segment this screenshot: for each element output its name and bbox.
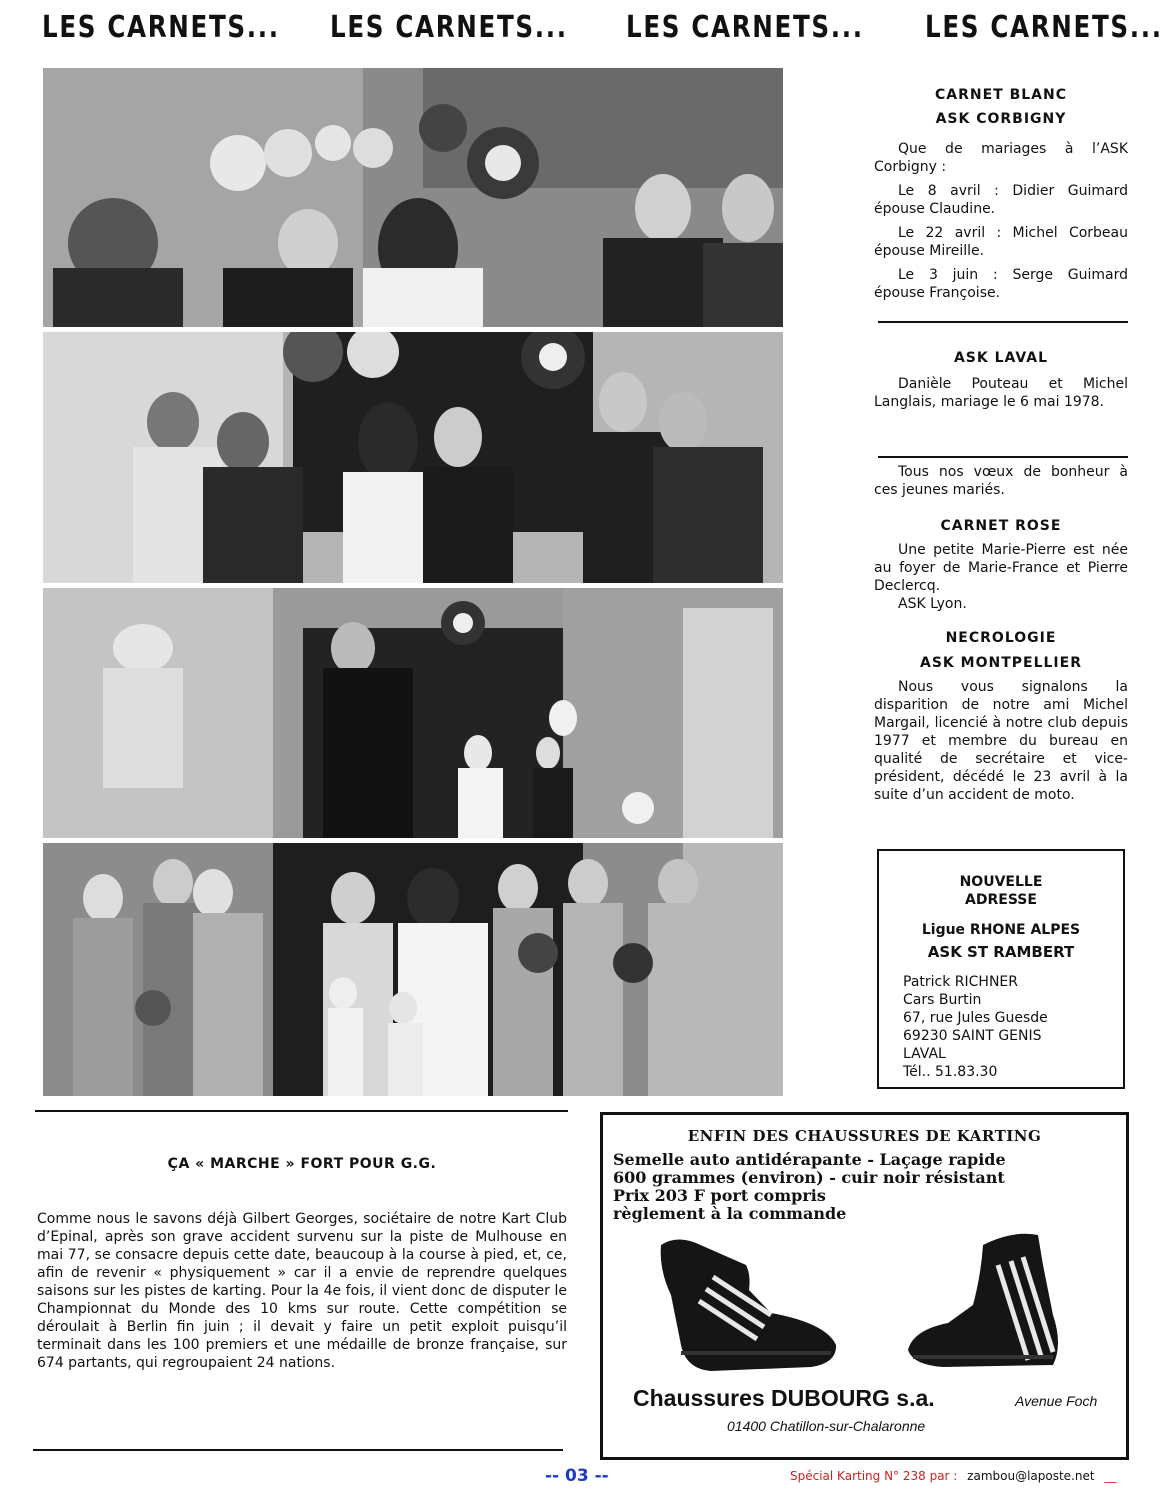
wedding-photo-3 — [43, 588, 783, 838]
address-line: Tél.. 51.83.30 — [903, 1064, 998, 1080]
banner-title-2: LES CARNETS... — [330, 10, 568, 45]
address-line: Patrick RICHNER — [903, 974, 1018, 990]
footer-credit — [790, 1469, 1116, 1483]
carnet-blanc-section — [874, 86, 1128, 308]
address-line: LAVAL — [903, 1046, 946, 1062]
ad-title: ENFIN DES CHAUSSURES DE KARTING — [687, 1127, 1042, 1145]
carnet-blanc-intro: Que de mariages à l’ASK Corbigny : — [874, 141, 1128, 175]
karting-shoe-right-image — [903, 1225, 1103, 1375]
voeux-text: Tous nos vœux de bonheur à ces jeunes mariés. — [874, 464, 1128, 498]
page-number: -- 03 -- — [545, 1466, 609, 1486]
article-body: Comme nous le savons déjà Gilbert Georges, sociétaire de notre Kart Club d’Epinal, après son grave accident survenu sur la piste de Mulhouse en mai 77, se consacre depuis cette date, beaucoup à la course à pied, et, ce, afin de revenir « physiquement » car il a envie de reprendre quelques saisons sur les pistes de karting. Pour la 4e fois, il vient donc de disputer le Championnat du Monde des 10 kms sur route. Cette compétition se déroulait à Berlin fin juin ; il devait y faire un petit exploit puisqu’il terminait dans les 100 premiers et une médaille de bronze française, sur 674 partants, qui regroupaient 24 nations. — [37, 1211, 567, 1371]
divider — [878, 321, 1128, 323]
ad-line: 600 grammes (environ) - cuir noir résistant — [613, 1168, 1005, 1187]
shoe-advertisement — [600, 1112, 1129, 1460]
ask-laval-title: ASK LAVAL — [953, 350, 1049, 366]
carnet-blanc-title: CARNET BLANC — [934, 87, 1067, 103]
ad-line: Prix 203 F port compris — [613, 1186, 826, 1205]
nouvelle-adresse-title: NOUVELLE — [959, 874, 1043, 890]
footer-trail: __ — [1104, 1469, 1117, 1483]
necrologie-title: NECROLOGIE — [945, 630, 1057, 646]
ad-line: Semelle auto antidérapante - Laçage rapide — [613, 1150, 1006, 1169]
karting-shoe-left-image — [651, 1235, 841, 1375]
nouvelle-adresse-title: ADRESSE — [965, 892, 1037, 908]
carnet-blanc-item: Le 3 juin : Serge Guimard épouse Françoise. — [874, 267, 1128, 301]
divider — [35, 1110, 568, 1112]
article-title: ÇA « MARCHE » FORT POUR G.G. — [167, 1156, 437, 1172]
necrologie-section — [874, 629, 1128, 810]
ask-laval-section — [874, 349, 1128, 417]
divider — [33, 1449, 563, 1451]
club-name: ASK ST RAMBERT — [927, 943, 1075, 961]
ask-laval-text: Danièle Pouteau et Michel Langlais, mariage le 6 mai 1978. — [874, 376, 1128, 410]
ligue-name: Ligue RHONE ALPES — [921, 922, 1081, 938]
ad-city: 01400 Chatillon-sur-Chalaronne — [727, 1418, 926, 1434]
ad-street: Avenue Foch — [1015, 1393, 1098, 1409]
address-line: Cars Burtin — [903, 992, 982, 1008]
voeux-section — [874, 463, 1128, 505]
divider — [878, 456, 1128, 458]
carnet-rose-title: CARNET ROSE — [940, 518, 1062, 534]
ad-brand: Chaussures DUBOURG s.a. — [633, 1385, 935, 1411]
carnet-blanc-item: Le 8 avril : Didier Guimard épouse Claudine. — [874, 183, 1128, 217]
carnet-rose-club: ASK Lyon. — [898, 596, 967, 612]
address-line: 67, rue Jules Guesde — [903, 1010, 1048, 1026]
wedding-photo-4 — [43, 843, 783, 1096]
banner-title-4: LES CARNETS... — [925, 10, 1163, 45]
carnet-rose-text: Une petite Marie-Pierre est née au foyer de Marie-France et Pierre Declercq. — [874, 542, 1128, 594]
address-line: 69230 SAINT GENIS — [903, 1028, 1042, 1044]
carnet-blanc-club: ASK CORBIGNY — [935, 111, 1067, 127]
wedding-photo-1 — [43, 68, 783, 327]
banner-title-3: LES CARNETS... — [626, 10, 864, 45]
carnet-blanc-item: Le 22 avril : Michel Corbeau épouse Mireille. — [874, 225, 1128, 259]
carnet-rose-section — [874, 517, 1128, 619]
ad-line: règlement à la commande — [613, 1204, 847, 1223]
footer-email: zambou@laposte.net — [967, 1469, 1095, 1483]
necrologie-club: ASK MONTPELLIER — [920, 655, 1082, 671]
nouvelle-adresse-box — [877, 849, 1125, 1089]
wedding-photo-2 — [43, 332, 783, 583]
footer-credit-text: Spécial Karting N° 238 par : — [790, 1469, 958, 1483]
necrologie-text: Nous vous signalons la disparition de notre ami Michel Margail, licencié à notre club depuis 1977 et membre du bureau en qualité de secrétaire et vice-président, décédé le 23 avril à la suite d’un accident de moto. — [874, 679, 1128, 803]
banner-title-1: LES CARNETS... — [42, 10, 280, 45]
